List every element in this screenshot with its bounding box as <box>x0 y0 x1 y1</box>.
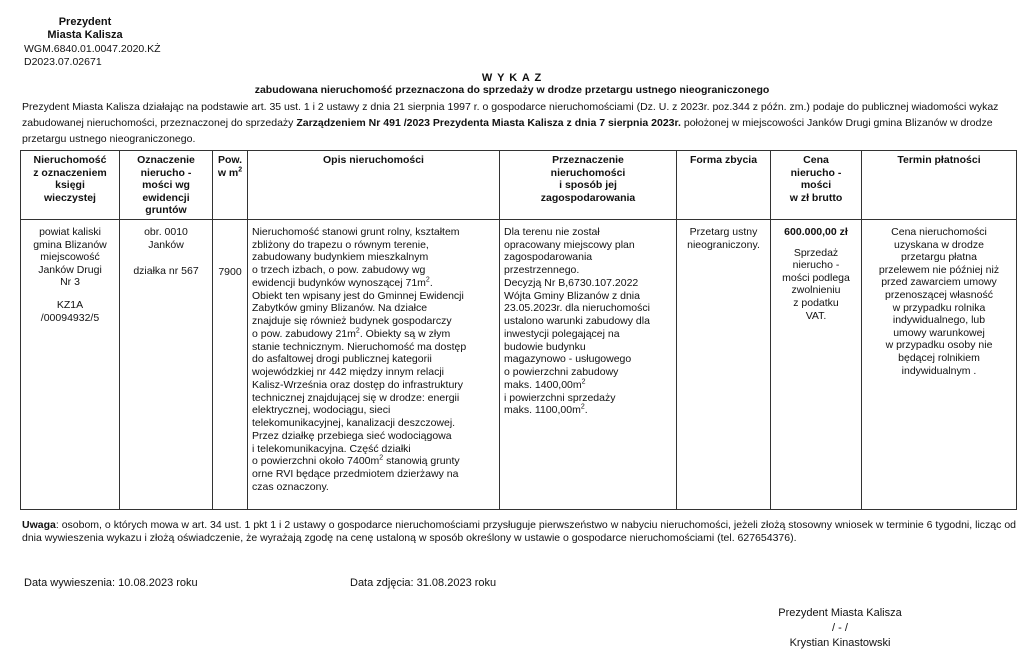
notice-label: Uwaga <box>22 519 56 531</box>
signature-title: Prezydent Miasta Kalisza <box>778 607 902 619</box>
cell-description: Nieruchomość stanowi grunt rolny, kształtem zbliżony do trapezu o równym terenie, zabudowany budynkiem mieszkalnym o trzech izbach, o pow. zabudowy wg ewidencji budynków wynoszącej $71m^2$. Obiekt ten wpisany jest do Gminnej Ewidencji Zabytków gminy Blizanów. Na działce znajduje się również budynek gospodarczy o pow. zabudowy $21m^2$. Obiekty są w złym stanie technicznym. Nieruchomość ma dostęp do asfaltowej drogi publicznej kategorii wojewódzkiej nr 442 między innym relacji Kalisz-Września oraz dostęp do infrastruktury technicznej znajdującej się w drodze: energii elektrycznej, wodociągu, sieci telekomunikacyjnej, kanalizacji deszczowej. Przez działkę przebiega sieć wodociągowa i telekomunikacyjna. Część działki o powierzchni około $7400m^2$ stanowią grunty orne RVI będące przedmiotem dzierżawy na czas oznaczony. <box>248 219 500 509</box>
issuer-line-1: Prezydent <box>58 16 112 28</box>
cell-area <box>213 219 248 509</box>
header-payment-term: Termin płatności <box>862 151 1017 220</box>
header-area: Pow. w $m^2$ <box>213 151 248 220</box>
intro-text-2: położonej w miejscowości Janków Drugi gmina Blizanów w drodze przetargu ustnego nieograniczonego. <box>22 117 993 145</box>
header-designation: Oznaczenie nierucho - mości wg ewidencji gruntów <box>120 151 213 220</box>
header-purpose: Przeznaczenie nieruchomości i sposób jej zagospodarowania <box>500 151 677 220</box>
table-header-row <box>21 151 1017 220</box>
document-subtitle: zabudowana nieruchomość przeznaczona do sprzedaży w drodze przetargu ustnego nieograniczonego <box>254 84 770 96</box>
area-value: 7900 <box>218 265 242 278</box>
removal-date: Data zdjęcia: 31.08.2023 roku <box>350 577 497 589</box>
header-property: Nieruchomość z oznaczeniem księgi wieczystej <box>21 151 120 220</box>
signature-block <box>740 606 940 651</box>
price-value: 600.000,00 zł <box>784 225 848 238</box>
notice-text: : osobom, o których mowa w art. 34 ust. 1 pkt 1 i 2 ustawy o gospodarce nieruchomościami przysługuje pierwszeństwo w nabyciu nieruchomości, jeżeli złożą stosowny wniosek w terminie 6 tygodni, licząc od dnia wywieszenia wykazu i złożą oświadczenie, że wyrażają zgodę na cenę ustaloną w sposób określony w ustawie o gospodarce nieruchomościami (tel. 627654376). <box>22 519 1016 544</box>
signature-name: Krystian Kinastowski <box>789 637 891 649</box>
property-location: powiat kaliski gmina Blizanów miejscowość Janków Drugi Nr 3 <box>33 225 107 289</box>
header-description: Opis nieruchomości <box>248 151 500 220</box>
posting-date: Data wywieszenia: 10.08.2023 roku <box>24 577 198 589</box>
issuer-line-2: Miasta Kalisza <box>47 29 123 41</box>
document-number: D2023.07.02671 <box>24 56 102 68</box>
header-price: Cena nierucho - mości w zł brutto <box>771 151 862 220</box>
intro-paragraph <box>22 99 1002 147</box>
notice-paragraph <box>22 519 1016 545</box>
cell-purpose: Dla terenu nie został opracowany miejscowy plan zagospodarowania przestrzennego. Decyzją Nr B,6730.107.2022 Wójta Gminy Blizanów z dnia 23.05.2023r. dla nieruchomości ustalono warunki zabudowy dla inwestycji polegającej na budowie budynku magazynowo - usługowego o powierzchni zabudowy maks. $1400,00m^2$ i powierzchni sprzedaży maks. $1100,00m^2$. <box>500 219 677 509</box>
intro-text-1: Prezydent Miasta Kalisza działając na podstawie art. 35 ust. 1 i 2 ustawy z dnia 21 sierpnia 1997 r. o gospodarce nieruchomościami (Dz. U. z 2023r. poz.344 z późn. zm.) podaje do publicznej wiadomości wykaz zabudowanej nieruchomości, przeznaczonej do sprzedaży <box>22 101 999 129</box>
cell-price <box>771 219 862 509</box>
land-register-number: KZ1A /00094932/5 <box>40 298 100 324</box>
cell-sale-form: Przetarg ustny nieograniczony. <box>677 219 771 509</box>
plot-number: działka nr 567 <box>133 265 199 278</box>
intro-ordinance: Zarządzeniem Nr 491 /2023 Prezydenta Miasta Kalisza z dnia 7 sierpnia 2023r. <box>296 117 681 129</box>
vat-note: Sprzedaż nierucho - mości podlega zwolnieniu z podatku VAT. <box>782 246 850 322</box>
table-row <box>21 219 1017 509</box>
cell-property <box>21 219 120 509</box>
property-table <box>20 150 1017 510</box>
signature-mark: / - / <box>832 622 848 634</box>
precinct: obr. 0010 Janków <box>144 225 188 251</box>
cell-designation <box>120 219 213 509</box>
issuer-header <box>30 16 140 42</box>
document-title: W Y K A Z <box>481 72 543 84</box>
reference-number: WGM.6840.01.0047.2020.KŻ <box>24 43 161 55</box>
header-sale-form: Forma zbycia <box>677 151 771 220</box>
cell-payment-term: Cena nieruchomości uzyskana w drodze przetargu płatna przelewem nie później niż przed zawarciem umowy przenoszącej własność w przypadku rolnika indywidualnego, lub umowy warunkowej w przypadku osoby nie będącej rolnikiem indywidualnym . <box>862 219 1017 509</box>
